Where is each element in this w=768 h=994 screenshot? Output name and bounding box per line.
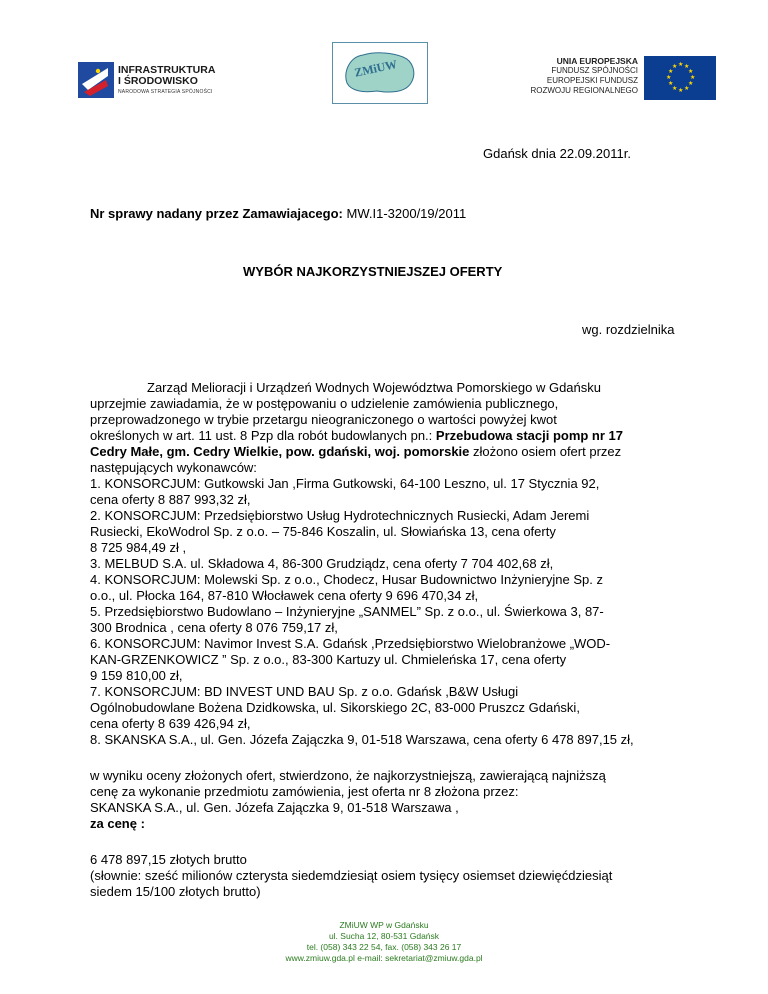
case-number-value: MW.I1-3200/19/2011 — [342, 206, 467, 221]
footer-org: ZMiUW WP w Gdańsku — [339, 920, 429, 930]
footer-web-email: www.zmiuw.gda.pl e-mail: sekretariat@zmiuw.gda.pl — [285, 953, 483, 963]
project-title-part-2: Cedry Małe, gm. Cedry Wielkie, pow. gdański, woj. pomorskie — [90, 444, 470, 459]
result-line-2: cenę za wykonanie przedmiotu zamówienia, jest oferta nr 8 złożona przez: — [90, 784, 519, 799]
eu-line-3: EUROPEJSKI FUNDUSZ — [546, 76, 638, 85]
offer-line: 9 159 810,00 zł, — [90, 668, 183, 683]
svg-text:★: ★ — [672, 85, 678, 92]
logo-left-title-1: INFRASTRUKTURA — [118, 64, 216, 76]
intro-line-4-text: określonych w art. 11 ust. 8 Pzp dla robót budowlanych pn.: — [90, 428, 436, 443]
footer-phone: tel. (058) 343 22 54, fax. (058) 343 26 17 — [306, 942, 462, 952]
project-title-part-1: Przebudowa stacji pomp nr 17 — [435, 428, 624, 443]
svg-text:★: ★ — [688, 68, 694, 75]
svg-text:★: ★ — [690, 74, 696, 81]
offer-line: cena oferty 8 639 426,94 zł, — [90, 716, 251, 731]
eu-line-2: FUNDUSZ SPÓJNOŚCI — [551, 66, 638, 75]
svg-text:★: ★ — [668, 80, 674, 87]
intro-line-5 — [90, 444, 621, 459]
zmiuw-map-icon — [333, 43, 427, 103]
document-heading: WYBÓR NAJKORZYSTNIEJSZEJ OFERTY — [243, 264, 503, 279]
eu-line-4: ROZWOJU REGIONALNEGO — [530, 86, 638, 95]
offer-line: 8. SKANSKA S.A., ul. Gen. Józefa Zajączka 9, 01-518 Warszawa, cena oferty 6 478 897,15 zł, — [90, 732, 634, 747]
svg-text:★: ★ — [678, 87, 684, 94]
document-date: Gdańsk dnia 22.09.2011r. — [483, 146, 631, 161]
offer-line: cena oferty 8 887 993,32 zł, — [90, 492, 251, 507]
intro-line-4 — [90, 428, 623, 443]
price-line-3: siedem 15/100 złotych brutto) — [90, 884, 261, 899]
logo-left-subtitle: NARODOWA STRATEGIA SPÓJNOŚCI — [118, 89, 213, 95]
offer-line: 1. KONSORCJUM: Gutkowski Jan ,Firma Gutkowski, 64-100 Leszno, ul. 17 Stycznia 92, — [90, 476, 600, 491]
svg-text:★: ★ — [678, 61, 684, 68]
svg-text:★: ★ — [688, 80, 694, 87]
svg-text:★: ★ — [672, 63, 678, 70]
case-number-line — [90, 206, 466, 221]
logo-mid-text: ZMiUW — [353, 56, 399, 80]
offer-line: 7. KONSORCJUM: BD INVEST UND BAU Sp. z o.o. Gdańsk ,B&W Usługi — [90, 684, 519, 699]
eu-line-1: UNIA EUROPEJSKA — [556, 56, 638, 66]
offer-line: 5. Przedsiębiorstwo Budowlano – Inżynieryjne „SANMEL” Sp. z o.o., ul. Świerkowa 3, 87- — [90, 604, 604, 619]
eu-flag-icon — [644, 56, 716, 100]
logo-zmiuw — [332, 42, 428, 104]
case-number-label: Nr sprawy nadany przez Zamawiajacego: — [90, 206, 343, 221]
intro-line-6: następujących wykonawców: — [90, 460, 257, 475]
result-line-3: SKANSKA S.A., ul. Gen. Józefa Zajączka 9, 01-518 Warszawa , — [90, 800, 459, 815]
intro-line-2: uprzejmie zawiadamia, że w postępowaniu o udzielenie zamówienia publicznego, — [90, 396, 559, 411]
intro-line-5-text: złożono osiem ofert przez — [469, 444, 622, 459]
result-line-1: w wyniku oceny złożonych ofert, stwierdzono, że najkorzystniejszą, zawierającą najniższą — [90, 768, 606, 783]
offer-line: KAN-GRZENKOWICZ ” Sp. z o.o., 83-300 Kartuzy ul. Chmieleńska 17, cena oferty — [90, 652, 567, 667]
result-line-4: za cenę : — [90, 816, 145, 831]
price-line-2: (słownie: sześć milionów czterysta siedemdziesiąt osiem tysięcy osiemset dziewięćdziesiąt — [90, 868, 613, 883]
logo-infrastruktura — [78, 62, 238, 102]
offer-line: 3. MELBUD S.A. ul. Składowa 4, 86-300 Grudziądz, cena oferty 7 704 402,68 zł, — [90, 556, 554, 571]
svg-text:★: ★ — [666, 74, 672, 81]
svg-text:★: ★ — [668, 68, 674, 75]
recipient-note: wg. rozdzielnika — [582, 322, 675, 337]
offer-line: 300 Brodnica , cena oferty 8 076 759,17 zł, — [90, 620, 338, 635]
offer-line: o.o., ul. Płocka 164, 87-810 Włocławek cena oferty 9 696 470,34 zł, — [90, 588, 479, 603]
intro-line-1: Zarząd Melioracji i Urządzeń Wodnych Województwa Pomorskiego w Gdańsku — [147, 380, 601, 395]
footer-address: ul. Sucha 12, 80-531 Gdańsk — [328, 931, 440, 941]
logo-eu — [506, 56, 716, 100]
flag-logo-icon — [78, 62, 114, 98]
intro-line-3: przeprowadzonego w trybie przetargu nieograniczonego o wartości powyżej kwot — [90, 412, 557, 427]
svg-text:★: ★ — [684, 63, 690, 70]
footer — [0, 920, 768, 964]
offer-line: Ogólnobudowlane Bożena Dzidkowska, ul. Sikorskiego 2C, 83-000 Pruszcz Gdański, — [90, 700, 580, 715]
svg-text:★: ★ — [684, 85, 690, 92]
logo-left-title-2: I ŚRODOWISKO — [118, 75, 198, 87]
offer-line: 2. KONSORCJUM: Przedsiębiorstwo Usług Hydrotechnicznych Rusiecki, Adam Jeremi — [90, 508, 590, 523]
offer-line: Rusiecki, EkoWodrol Sp. z o.o. – 75-846 Koszalin, ul. Słowiańska 13, cena oferty — [90, 524, 556, 539]
price-line-1: 6 478 897,15 złotych brutto — [90, 852, 247, 867]
offer-line: 8 725 984,49 zł , — [90, 540, 187, 555]
offer-line: 6. KONSORCJUM: Navimor Invest S.A. Gdańsk ,Przedsiębiorstwo Wielobranżowe „WOD- — [90, 636, 611, 651]
offer-line: 4. KONSORCJUM: Molewski Sp. z o.o., Chodecz, Husar Budownictwo Inżynieryjne Sp. z — [90, 572, 603, 587]
